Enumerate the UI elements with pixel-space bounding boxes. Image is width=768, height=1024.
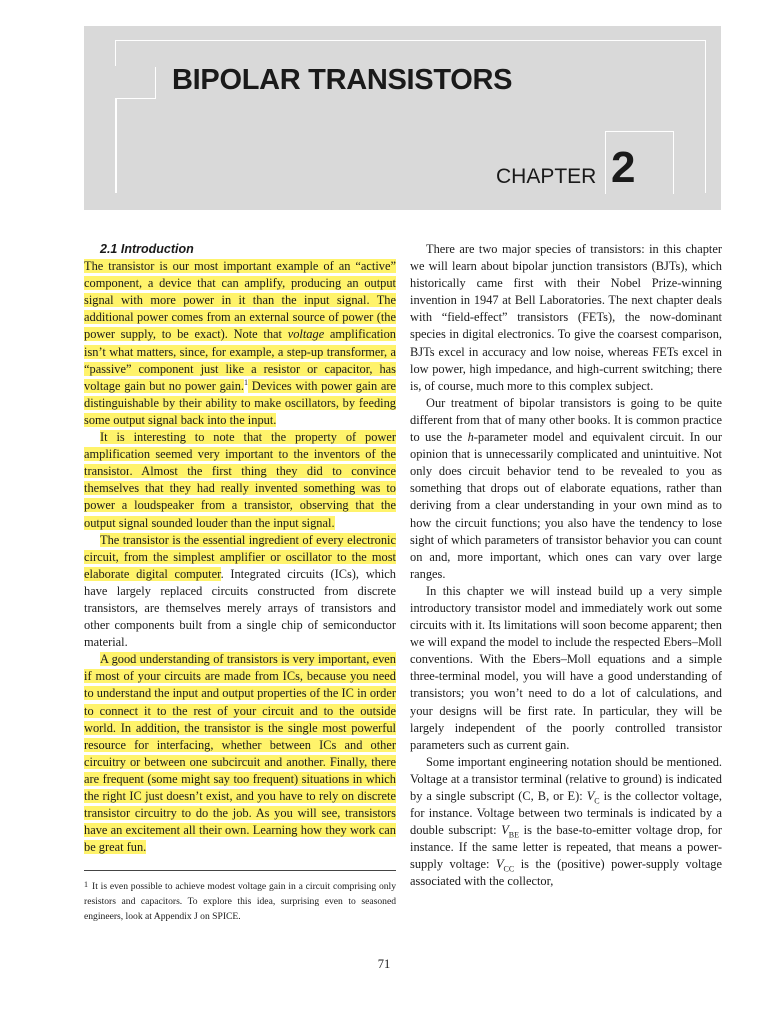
italic-text: voltage — [287, 327, 325, 342]
footnote — [84, 870, 396, 925]
highlighted-text: Devices with power gain are distinguishable by their ability to make oscillators, by feeding some output signal back into the input. — [84, 378, 396, 427]
right-column — [410, 241, 722, 891]
footnote-mark: 1 — [84, 880, 88, 889]
footnote-reference[interactable]: 1 — [244, 377, 249, 387]
highlighted-text: . The additional power comes from an external source of power (the power supply, to be exact). Note that — [84, 293, 396, 342]
highlighted-text: . As you will see, transistors have an excitement all their own. Learning how they work can be great fun. — [84, 806, 396, 855]
footnote-text: It is even possible to achieve modest voltage gain in a circuit comprising only resistors and capacitors. To explore this idea, surprising even to seasoned engineers, look at Appendix J on SPICE. — [84, 881, 396, 923]
paragraph-text: Our treatment of bipolar transistors is going to be quite different from that of many other books. It is common practice to use the — [410, 395, 722, 445]
highlighted-text: It is interesting to note that the property of power amplification seemed very important to the inventors of the transistor — [84, 430, 396, 479]
math-symbol: V — [586, 789, 595, 803]
paragraph — [84, 651, 396, 856]
paragraph-text: -parameter model and equivalent circuit. In our opinion that is unnecessarily complicated and unintuitive. Not only does circuit behavior tend to be revealed to you as something that drops out of elaborate equations, rather than deriving from a clear understanding in your own mind as to how the circuit functions; you also have the tendency to lose sight of which parameters of transistor behavior you can count on and, more important, which ones can vary over large ranges. — [410, 430, 722, 581]
highlighted-text: . In addition, the transistor is the single most powerful resource for interfacing, whether between ICs and other circuitry or between one subcircuit and another. Finally, there are frequent (some might say too frequent) situations in which the right IC just doesn’t exist, and you have to rely on discrete transistor circuitry to do the job — [84, 720, 396, 821]
paragraph-text: . Integrated circuits (ICs), which have largely replaced circuits constructed from discrete transistors, are themselves merely arrays of transistors and other components built from a single chip of semiconductor material. — [84, 566, 396, 650]
math-subscript: BE — [508, 830, 520, 840]
highlighted-text: amplification isn’t what matters, since, for example, a step-up transformer, a “passive” component just like a resistor or capacitor, has voltage gain but no power gain. — [84, 327, 396, 393]
paragraph-text: is the collector voltage, for instance. Voltage between two terminals is indicated by a double subscript: — [410, 789, 722, 838]
paragraph — [84, 532, 396, 652]
paragraph — [410, 395, 722, 583]
paragraph-text: is the base-to-emitter voltage drop, for instance. If the same letter is repeated, that means a power-supply voltage: — [410, 823, 722, 872]
section-heading: 2.1 Introduction — [100, 242, 194, 256]
highlighted-text: The transistor is the essential ingredient of every electronic circuit, from the simplest amplifier or oscillator to the most elaborate digital computer — [84, 532, 396, 581]
paragraph-text: Some important engineering notation should be mentioned. Voltage at a transistor terminal (relative to ground) is indicated by a single subscript (C, B, or E): — [410, 754, 722, 803]
math-subscript: CC — [503, 864, 515, 874]
paragraph — [84, 258, 396, 429]
paragraph — [84, 429, 396, 532]
math-symbol: V — [495, 857, 504, 872]
paragraph-text: is the (positive) power-supply voltage associated with the collector, — [410, 857, 722, 889]
math-subscript: C — [594, 796, 600, 806]
highlighted-text: . Almost the first thing they did to convince themselves that they had really invented something was to power a loudspeaker from a transistor, observing that the output signal sounded louder than the input signal. — [84, 464, 396, 530]
chapter-label: CHAPTER — [496, 165, 597, 188]
highlighted-text: The transistor is our most important example of an “active” component, a device that can amplify, producing an output signal with more power in it than the input signal — [84, 259, 396, 308]
italic-text: h — [467, 430, 474, 445]
highlighted-text: A good understanding of transistors is very important, even if most of your circuits are made from ICs, because you need to understand the input and output properties of the IC in order to connect it to the rest of your circuit and to the outside world — [84, 652, 396, 735]
paragraph — [410, 754, 722, 891]
header-frame-step — [115, 67, 156, 99]
left-column — [84, 241, 396, 856]
chapter-number: 2 — [611, 143, 636, 192]
chapter-title: BIPOLAR TRANSISTORS — [172, 64, 513, 96]
paragraph: There are two major species of transistors: in this chapter we will learn about bipolar junction transistors (BJTs), which historically came first with their Nobel Prize-winning invention in 1947 at Bell Laboratories. The next chapter deals with “field-effect” transistors (FETs), the now-dominant species in digital electronics. To give the coarsest comparison, BJTs excel in accuracy and low noise, whereas FETs excel in low power, high impedance, and high-current switching; there is, of course, much more to this complex subject. — [410, 242, 722, 393]
paragraph: In this chapter we will instead build up a very simple introductory transistor model and immediately work out some circuits with it. Its limitations will soon become apparent; then we will expand the model to include the respected Ebers–Moll conventions. With the Ebers–Moll equations and a simple three-terminal model, you will have a good understanding of transistors; you won’t need to do a lot of calculations, and your designs will be first rate. In particular, they will be largely independent of the poorly controlled transistor parameters such as current gain. — [410, 583, 722, 752]
page-number: 71 — [377, 957, 391, 971]
math-symbol: V — [501, 823, 509, 838]
highlighted-text — [288, 327, 324, 341]
header-frame-lower-edge — [115, 99, 117, 193]
